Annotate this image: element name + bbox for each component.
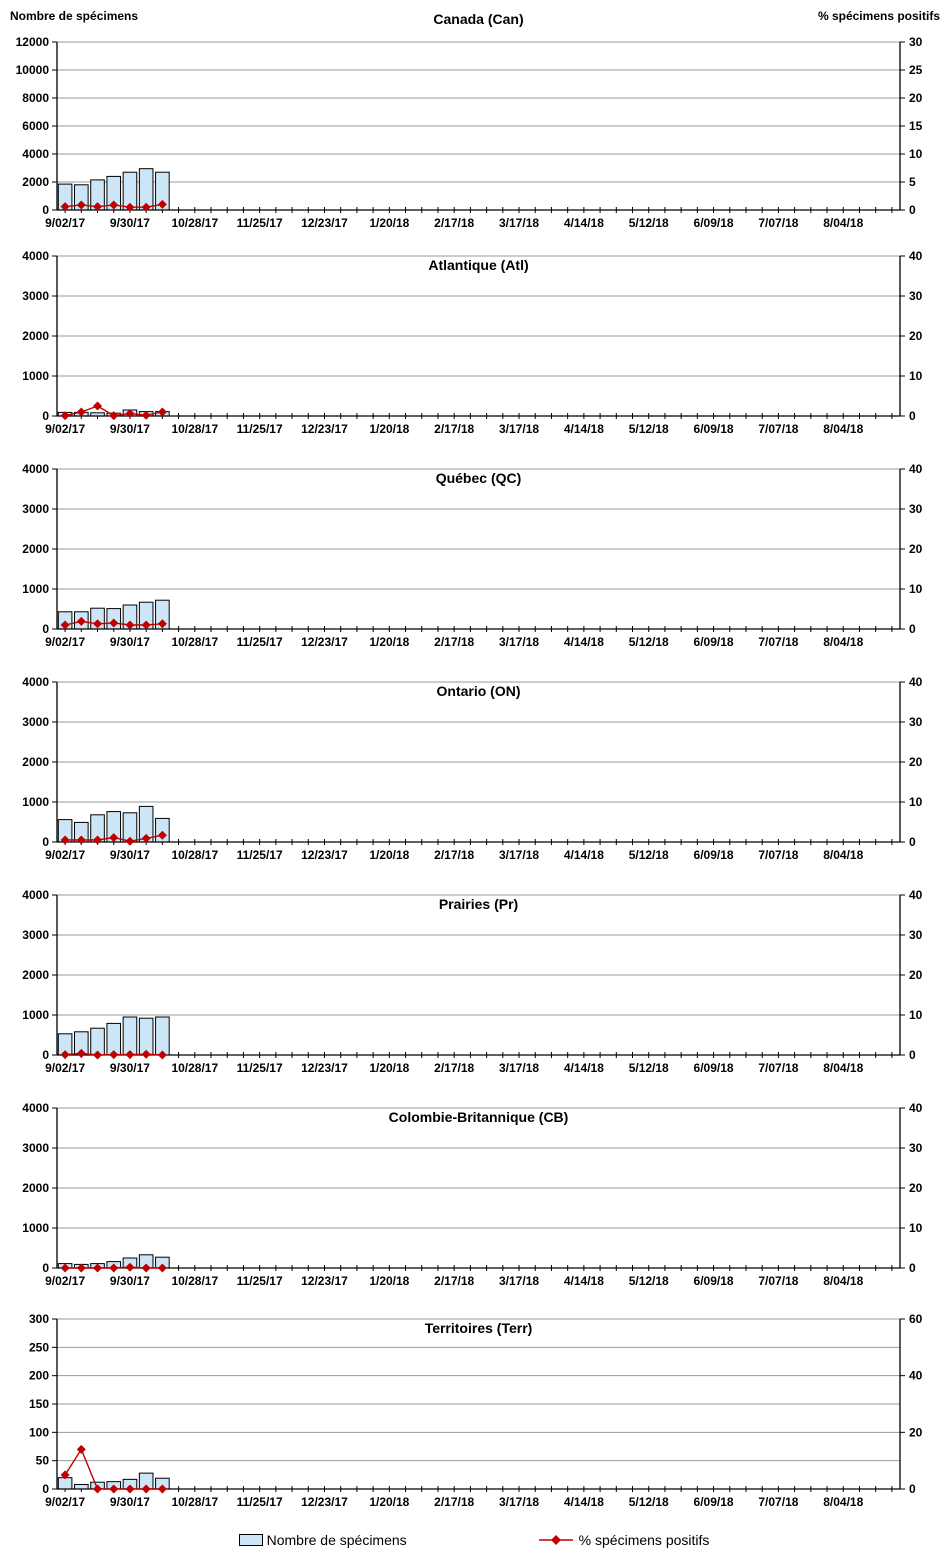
x-axis-label: 6/09/18	[693, 1495, 734, 1509]
left-axis-label: 6000	[22, 119, 49, 133]
x-axis-label: 5/12/18	[628, 848, 669, 862]
right-axis-label: 20	[909, 755, 923, 769]
x-axis-label: 6/09/18	[693, 1061, 734, 1075]
x-axis-label: 9/02/17	[45, 848, 86, 862]
legend-item-positifs	[537, 1532, 710, 1548]
x-axis-label: 1/20/18	[369, 1274, 410, 1288]
x-axis-label: 3/17/18	[499, 1495, 540, 1509]
left-axis-label: 0	[42, 1261, 49, 1275]
left-axis-label: 0	[42, 1048, 49, 1062]
right-axis-label: 0	[909, 622, 916, 636]
x-axis-label: 6/09/18	[693, 1274, 734, 1288]
left-axis-header: Nombre de spécimens	[10, 9, 139, 23]
left-axis-label: 0	[42, 835, 49, 849]
x-axis-label: 5/12/18	[628, 1495, 669, 1509]
right-axis-label: 20	[909, 329, 923, 343]
x-axis-label: 5/12/18	[628, 422, 669, 436]
x-axis-label: 8/04/18	[823, 1061, 864, 1075]
left-axis-label: 200	[28, 1368, 49, 1383]
left-axis-label: 2000	[22, 175, 49, 189]
right-axis-label: 20	[909, 1181, 923, 1195]
right-axis-label: 30	[909, 715, 923, 729]
x-axis-label: 10/28/17	[171, 422, 219, 436]
x-axis-label: 9/30/17	[109, 216, 150, 230]
right-axis-label: 10	[909, 795, 923, 809]
x-axis-label: 9/02/17	[45, 1061, 86, 1075]
left-axis-label: 2000	[22, 542, 49, 556]
right-axis-label: 10	[909, 1008, 923, 1022]
x-axis-label: 2/17/18	[434, 422, 475, 436]
right-axis-label: 40	[909, 675, 923, 689]
x-axis-label: 2/17/18	[434, 848, 475, 862]
left-axis-label: 2000	[22, 755, 49, 769]
x-axis-label: 12/23/17	[301, 422, 348, 436]
x-axis-label: 11/25/17	[236, 422, 283, 436]
x-axis-label: 7/07/18	[758, 635, 799, 649]
left-axis-label: 1000	[22, 795, 49, 809]
positive-point	[93, 402, 102, 411]
x-axis-label: 6/09/18	[693, 216, 734, 230]
chart-qu-bec-qc	[0, 455, 948, 668]
left-axis-label: 3000	[22, 1141, 49, 1155]
x-axis-label: 9/02/17	[45, 1274, 86, 1288]
x-axis-label: 8/04/18	[823, 1495, 864, 1509]
x-axis-label: 11/25/17	[236, 1274, 283, 1288]
x-axis-label: 9/30/17	[109, 1061, 150, 1075]
specimen-bar	[139, 1018, 153, 1055]
right-axis-label: 40	[909, 1101, 923, 1115]
x-axis-label: 6/09/18	[693, 422, 734, 436]
x-axis-label: 9/02/17	[45, 1495, 86, 1509]
x-axis-label: 2/17/18	[434, 216, 475, 230]
x-axis-label: 12/23/17	[301, 216, 348, 230]
right-axis-label: 0	[909, 1048, 916, 1062]
x-axis-label: 11/25/17	[236, 216, 283, 230]
chart-ontario-on	[0, 668, 948, 881]
left-axis-label: 300	[28, 1312, 49, 1326]
specimen-bar	[75, 1484, 89, 1489]
chart-title: Territoires (Terr)	[424, 1320, 533, 1336]
chart-canada-can	[0, 0, 948, 242]
right-axis-label: 30	[909, 502, 923, 516]
x-axis-label: 9/30/17	[109, 1495, 150, 1509]
right-axis-label: 40	[909, 249, 923, 263]
x-axis-label: 4/14/18	[563, 216, 604, 230]
left-axis-label: 10000	[15, 63, 49, 77]
x-axis-label: 7/07/18	[758, 1274, 799, 1288]
x-axis-label: 10/28/17	[171, 1274, 219, 1288]
specimen-bar	[123, 1017, 137, 1055]
x-axis-label: 4/14/18	[563, 848, 604, 862]
x-axis-label: 10/28/17	[171, 635, 219, 649]
left-axis-label: 150	[28, 1397, 49, 1411]
x-axis-label: 2/17/18	[434, 635, 475, 649]
left-axis-label: 4000	[22, 147, 49, 161]
x-axis-label: 8/04/18	[823, 848, 864, 862]
x-axis-label: 3/17/18	[499, 422, 540, 436]
x-axis-label: 9/30/17	[109, 1274, 150, 1288]
chart-legend	[0, 1525, 948, 1555]
x-axis-label: 8/04/18	[823, 635, 864, 649]
x-axis-label: 11/25/17	[236, 635, 283, 649]
right-axis-label: 30	[909, 1141, 923, 1155]
x-axis-label: 9/02/17	[45, 635, 86, 649]
right-axis-label: 5	[909, 175, 916, 189]
right-axis-label: 20	[909, 968, 923, 982]
x-axis-label: 9/02/17	[45, 422, 86, 436]
positive-point	[109, 411, 118, 420]
right-axis-label: 0	[909, 203, 916, 217]
right-axis-label: 30	[909, 289, 923, 303]
chart-prairies-pr	[0, 881, 948, 1094]
right-axis-label: 15	[909, 119, 923, 133]
right-axis-label: 0	[909, 409, 916, 423]
left-axis-label: 2000	[22, 329, 49, 343]
x-axis-label: 1/20/18	[369, 216, 410, 230]
left-axis-label: 3000	[22, 289, 49, 303]
specimen-bar	[156, 1017, 170, 1055]
left-axis-label: 4000	[22, 462, 49, 476]
x-axis-label: 12/23/17	[301, 1274, 348, 1288]
chart-territoires-terr	[0, 1307, 948, 1525]
left-axis-label: 0	[42, 1482, 49, 1496]
x-axis-label: 1/20/18	[369, 848, 410, 862]
left-axis-label: 0	[42, 409, 49, 423]
x-axis-label: 10/28/17	[171, 848, 219, 862]
left-axis-label: 2000	[22, 968, 49, 982]
left-axis-label: 1000	[22, 582, 49, 596]
x-axis-label: 1/20/18	[369, 422, 410, 436]
bar-swatch-icon	[239, 1534, 263, 1546]
x-axis-label: 4/14/18	[563, 635, 604, 649]
x-axis-label: 3/17/18	[499, 1274, 540, 1288]
right-axis-label: 0	[909, 835, 916, 849]
x-axis-label: 4/14/18	[563, 422, 604, 436]
left-axis-label: 1000	[22, 369, 49, 383]
x-axis-label: 6/09/18	[693, 635, 734, 649]
x-axis-label: 7/07/18	[758, 1061, 799, 1075]
x-axis-label: 2/17/18	[434, 1495, 475, 1509]
left-axis-label: 3000	[22, 502, 49, 516]
x-axis-label: 9/30/17	[109, 635, 150, 649]
x-axis-label: 2/17/18	[434, 1274, 475, 1288]
x-axis-label: 10/28/17	[171, 1495, 219, 1509]
chart-title: Québec (QC)	[435, 470, 522, 486]
left-axis-label: 4000	[22, 675, 49, 689]
x-axis-label: 1/20/18	[369, 635, 410, 649]
left-axis-label: 4000	[22, 1101, 49, 1115]
right-axis-label: 40	[909, 1368, 923, 1383]
chart-title: Colombie-Britannique (CB)	[388, 1109, 569, 1125]
right-axis-label: 10	[909, 1221, 923, 1235]
x-axis-label: 10/28/17	[171, 216, 219, 230]
chart-atlantique-atl	[0, 242, 948, 455]
line-diamond-icon	[537, 1534, 575, 1546]
right-axis-label: 25	[909, 63, 923, 77]
right-axis-label: 10	[909, 369, 923, 383]
chart-title: Canada (Can)	[433, 11, 524, 27]
x-axis-label: 3/17/18	[499, 1061, 540, 1075]
right-axis-header: % spécimens positifs	[817, 9, 940, 23]
legend-item-specimens	[239, 1532, 407, 1548]
left-axis-label: 4000	[22, 888, 49, 902]
left-axis-label: 0	[42, 203, 49, 217]
chart-title: Ontario (ON)	[436, 683, 521, 699]
x-axis-label: 5/12/18	[628, 1061, 669, 1075]
x-axis-label: 4/14/18	[563, 1274, 604, 1288]
x-axis-label: 8/04/18	[823, 1274, 864, 1288]
right-axis-label: 0	[909, 1261, 916, 1275]
positive-point	[77, 1445, 86, 1454]
left-axis-label: 4000	[22, 249, 49, 263]
right-axis-label: 60	[909, 1312, 923, 1326]
left-axis-label: 0	[42, 622, 49, 636]
x-axis-label: 1/20/18	[369, 1061, 410, 1075]
right-axis-label: 30	[909, 35, 923, 49]
x-axis-label: 12/23/17	[301, 848, 348, 862]
left-axis-label: 3000	[22, 928, 49, 942]
left-axis-label: 1000	[22, 1221, 49, 1235]
x-axis-label: 9/30/17	[109, 422, 150, 436]
x-axis-label: 10/28/17	[171, 1061, 219, 1075]
x-axis-label: 11/25/17	[236, 1061, 283, 1075]
left-axis-label: 100	[28, 1425, 49, 1440]
legend-line-label: % spécimens positifs	[578, 1532, 710, 1548]
left-axis-label: 12000	[15, 35, 49, 49]
left-axis-label: 50	[35, 1453, 49, 1468]
x-axis-label: 9/30/17	[109, 848, 150, 862]
x-axis-label: 5/12/18	[628, 1274, 669, 1288]
x-axis-label: 12/23/17	[301, 1495, 348, 1509]
x-axis-label: 5/12/18	[628, 635, 669, 649]
right-axis-label: 40	[909, 462, 923, 476]
right-axis-label: 10	[909, 582, 923, 596]
x-axis-label: 12/23/17	[301, 1061, 348, 1075]
x-axis-label: 11/25/17	[236, 1495, 283, 1509]
legend-bar-label: Nombre de spécimens	[266, 1532, 407, 1548]
chart-title: Atlantique (Atl)	[428, 257, 529, 273]
x-axis-label: 3/17/18	[499, 216, 540, 230]
left-axis-label: 3000	[22, 715, 49, 729]
x-axis-label: 7/07/18	[758, 848, 799, 862]
left-axis-label: 250	[28, 1340, 49, 1355]
x-axis-label: 11/25/17	[236, 848, 283, 862]
x-axis-label: 3/17/18	[499, 635, 540, 649]
x-axis-label: 2/17/18	[434, 1061, 475, 1075]
left-axis-label: 8000	[22, 91, 49, 105]
x-axis-label: 5/12/18	[628, 216, 669, 230]
specimen-bar	[58, 1478, 72, 1489]
chart-title: Prairies (Pr)	[438, 896, 519, 912]
right-axis-label: 20	[909, 542, 923, 556]
x-axis-label: 12/23/17	[301, 635, 348, 649]
x-axis-label: 4/14/18	[563, 1061, 604, 1075]
x-axis-label: 1/20/18	[369, 1495, 410, 1509]
x-axis-label: 9/02/17	[45, 216, 86, 230]
x-axis-label: 6/09/18	[693, 848, 734, 862]
x-axis-label: 4/14/18	[563, 1495, 604, 1509]
right-axis-label: 20	[909, 91, 923, 105]
right-axis-label: 0	[909, 1482, 916, 1496]
x-axis-label: 8/04/18	[823, 216, 864, 230]
right-axis-label: 10	[909, 147, 923, 161]
x-axis-label: 7/07/18	[758, 422, 799, 436]
x-axis-label: 7/07/18	[758, 216, 799, 230]
left-axis-label: 1000	[22, 1008, 49, 1022]
right-axis-label: 20	[909, 1425, 923, 1440]
chart-colombie-britannique-cb	[0, 1094, 948, 1307]
x-axis-label: 3/17/18	[499, 848, 540, 862]
x-axis-label: 8/04/18	[823, 422, 864, 436]
left-axis-label: 2000	[22, 1181, 49, 1195]
right-axis-label: 40	[909, 888, 923, 902]
right-axis-label: 30	[909, 928, 923, 942]
x-axis-label: 7/07/18	[758, 1495, 799, 1509]
